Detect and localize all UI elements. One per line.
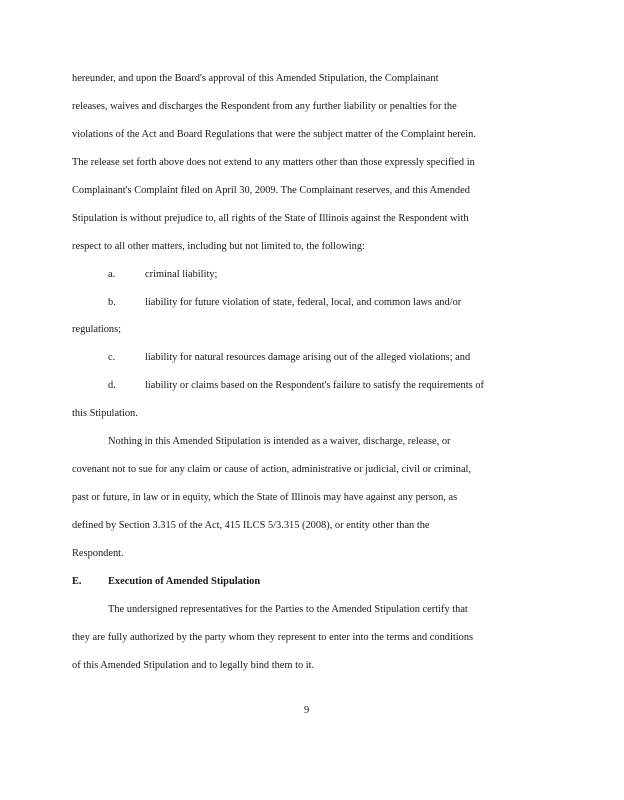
body-line: releases, waives and discharges the Respondent from any further liability or penalties for the bbox=[72, 101, 457, 112]
list-marker: a. bbox=[108, 269, 116, 280]
list-item-text: liability or claims based on the Respondent's failure to satisfy the requirements of bbox=[145, 380, 484, 391]
body-line: defined by Section 3.315 of the Act, 415 ILCS 5/3.315 (2008), or entity other than the bbox=[72, 520, 430, 531]
body-line: Complainant's Complaint filed on April 30, 2009. The Complainant reserves, and this Amended bbox=[72, 185, 470, 196]
section-letter: E. bbox=[72, 576, 82, 587]
list-marker: c. bbox=[108, 352, 116, 363]
body-line: The undersigned representatives for the Parties to the Amended Stipulation certify that bbox=[108, 604, 468, 615]
list-marker: b. bbox=[108, 297, 116, 308]
list-item-text: liability for future violation of state, federal, local, and common laws and/or bbox=[145, 297, 462, 308]
list-item-text: criminal liability; bbox=[145, 269, 218, 280]
body-line: covenant not to sue for any claim or cause of action, administrative or judicial, civil or criminal, bbox=[72, 464, 472, 475]
body-line: of this Amended Stipulation and to legally bind them to it. bbox=[72, 660, 315, 671]
body-line: hereunder, and upon the Board's approval of this Amended Stipulation, the Complainant bbox=[72, 73, 439, 84]
list-item-continuation: regulations; bbox=[72, 324, 122, 335]
body-line: past or future, in law or in equity, which the State of Illinois may have against any person, as bbox=[72, 492, 458, 503]
page-number: 9 bbox=[304, 705, 310, 716]
body-line: they are fully authorized by the party whom they represent to enter into the terms and conditions bbox=[72, 632, 474, 643]
body-line: Stipulation is without prejudice to, all rights of the State of Illinois against the Respondent with bbox=[72, 213, 469, 224]
section-heading: Execution of Amended Stipulation bbox=[108, 576, 261, 587]
body-line: The release set forth above does not extend to any matters other than those expressly specified in bbox=[72, 157, 475, 168]
body-line: respect to all other matters, including but not limited to, the following: bbox=[72, 241, 365, 252]
body-line: violations of the Act and Board Regulations that were the subject matter of the Complaint herein. bbox=[72, 129, 476, 140]
list-marker: d. bbox=[108, 380, 116, 391]
list-item-text: liability for natural resources damage arising out of the alleged violations; and bbox=[145, 352, 471, 363]
body-line: Nothing in this Amended Stipulation is intended as a waiver, discharge, release, or bbox=[108, 436, 451, 447]
list-item-continuation: this Stipulation. bbox=[72, 408, 138, 419]
body-line: Respondent. bbox=[72, 548, 124, 559]
